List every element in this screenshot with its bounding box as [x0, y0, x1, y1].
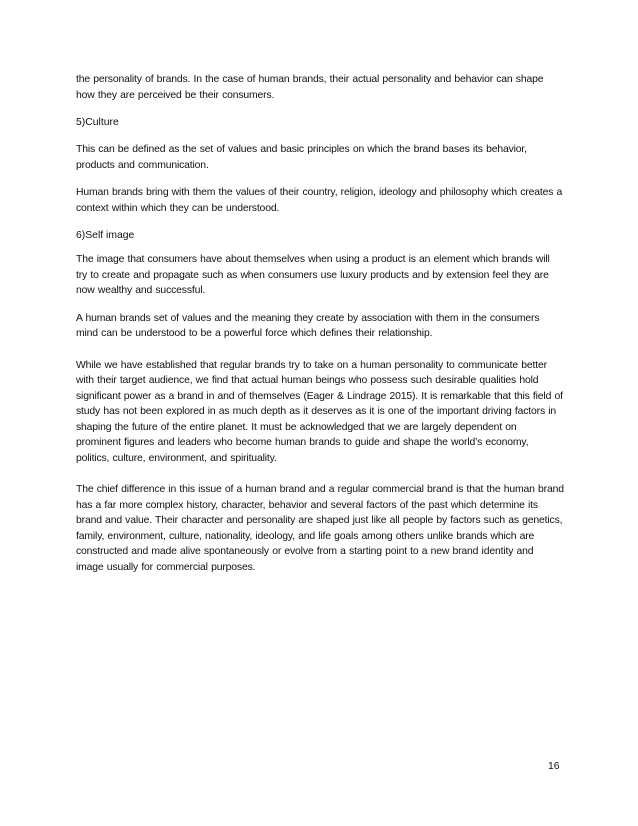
paragraph-culture-definition: This can be defined as the set of values and basic principles on which the brand bases its behavior, products and communication.	[76, 144, 527, 171]
paragraph-human-brand-values: Human brands bring with them the values of their country, religion, ideology and philosophy which creates a context within which they can be understood.	[76, 187, 563, 214]
paragraph-human-personality: While we have established that regular brands try to take on a human personality to communicate better with their target audience, we find that actual human beings who possess such desirable qualities hold significant power as a brand in and of themselves (Eager & Lindrage 2015). It is remarkable that this field of study has not been explored in as much depth as it deserves as it is one of the important driving factors in shaping the future of the entire planet. It must be acknowledged that we are largely dependent on prominent figures and leaders who become human brands to guide and shape the world’s economy, politics, culture, environment, and spirituality.	[76, 359, 563, 464]
paragraph-brand-values-relationship: A human brands set of values and the meaning they create by association with them in the consumers mind can be understood to be a powerful force which defines their relationship.	[76, 312, 540, 339]
paragraph-intro: the personality of brands. In the case of human brands, their actual personality and behavior can shape how they are perceived be their consumers.	[76, 74, 544, 101]
section-heading-self-image: 6)Self image	[76, 230, 135, 241]
paragraph-self-image: The image that consumers have about themselves when using a product is an element which brands will try to create and propagate such as when consumers use luxury products and by extension feel they are now wealthy and successful.	[76, 254, 550, 296]
section-heading-culture: 5)Culture	[76, 117, 119, 128]
page-body	[76, 72, 564, 575]
page-number: 16	[548, 761, 560, 772]
paragraph-chief-difference: The chief difference in this issue of a human brand and a regular commercial brand is that the human brand has a far more complex history, character, behavior and several factors of the past which determine its brand and value. Their character and personality are shaped just like all people by factors such as genetics, family, environment, culture, nationality, ideology, and life goals among others unlike brands which are constructed and made alive spontaneously or evolve from a starting point to a new brand identity and image usually for commercial purposes.	[76, 484, 564, 573]
